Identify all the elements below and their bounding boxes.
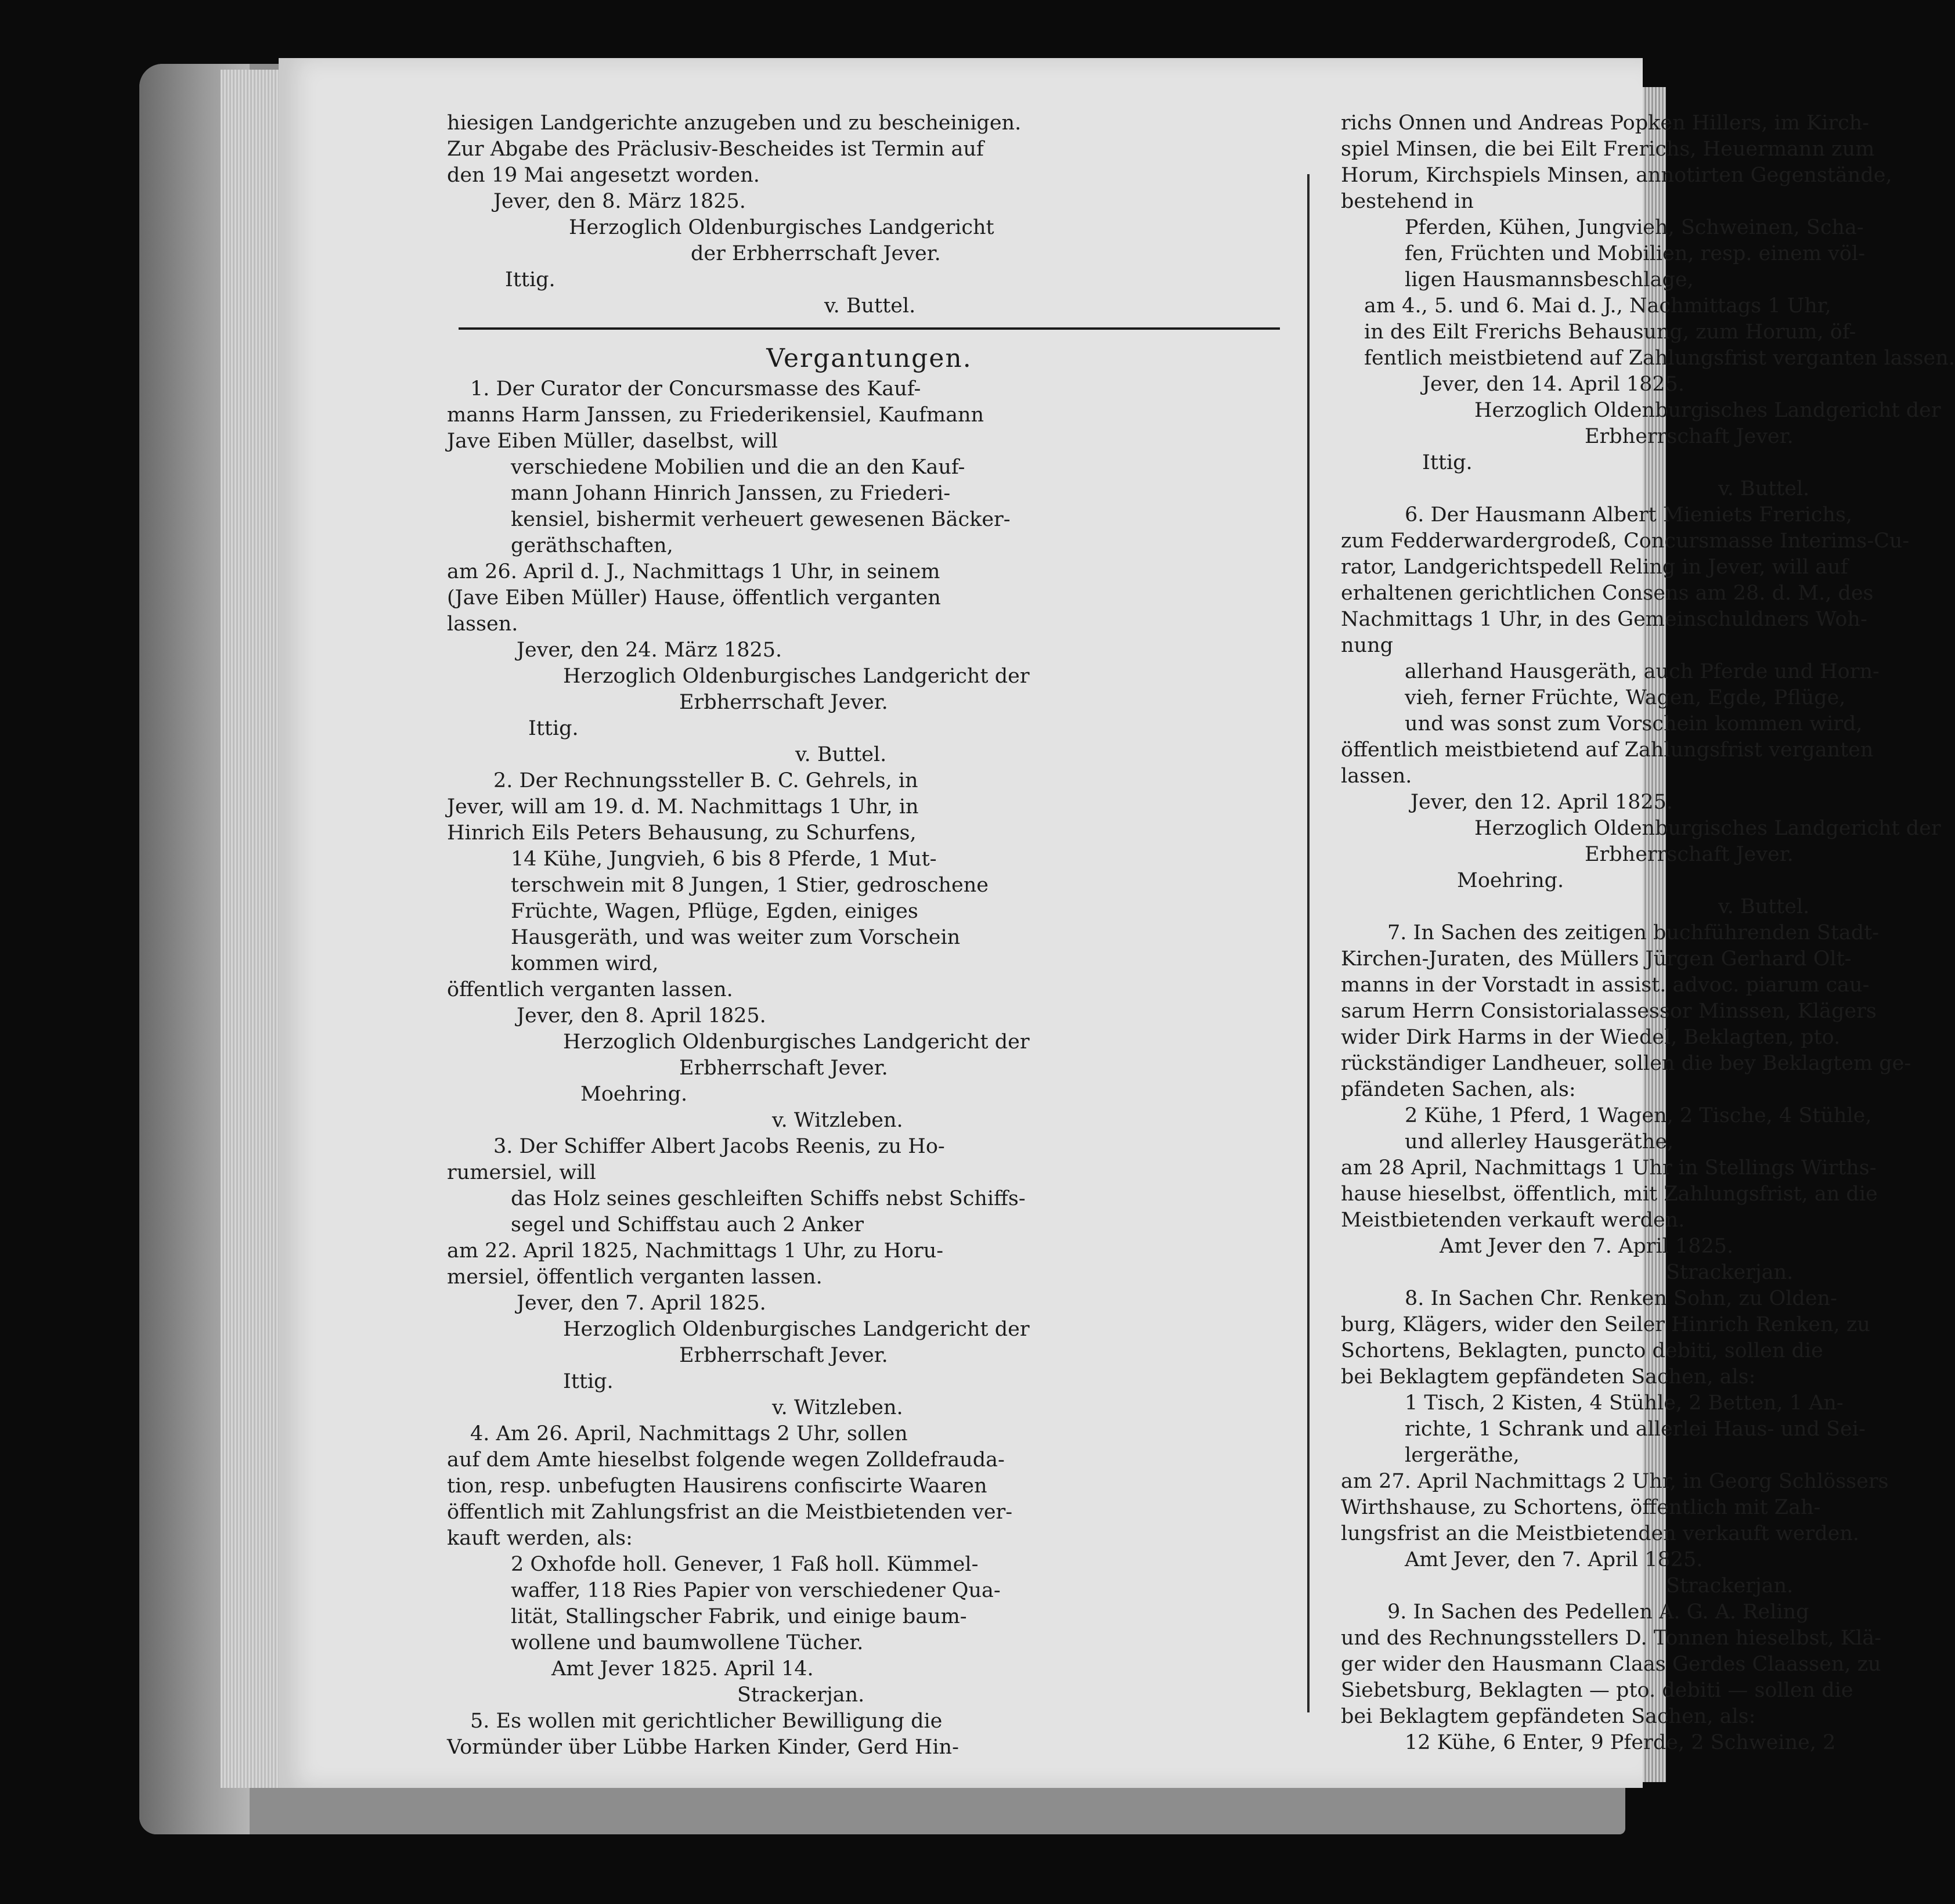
text-line: Wirthshause, zu Schortens, öffentlich mit Zah-	[1341, 1496, 1821, 1519]
text-line: Kirchen-Juraten, des Müllers Jürgen Gerhard Olt-	[1341, 947, 1852, 971]
text-line: 1 Tisch, 2 Kisten, 4 Stühle, 2 Betten, 1 An-	[1405, 1391, 1844, 1415]
text-line: am 28 April, Nachmittags 1 Uhr in Stellings Wirths-	[1341, 1156, 1877, 1180]
text-line: Amt Jever den 7. April 1825.	[1440, 1235, 1734, 1258]
text-line: bei Beklagtem gepfändeten Sachen, als:	[1341, 1705, 1756, 1728]
text-line: vieh, ferner Früchte, Wagen, Egde, Pflüge,	[1405, 686, 1846, 709]
text-line: hause hieselbst, öffentlich, mit Zahlungsfrist, an die	[1341, 1182, 1878, 1206]
text-line: Hausgeräth, und was weiter zum Vorschein	[511, 926, 961, 949]
text-line: Hinrich Eils Peters Behausung, zu Schurfens,	[447, 821, 917, 845]
text-line: Erbherrschaft Jever.	[679, 1056, 888, 1080]
text-line: Strackerjan.	[737, 1683, 865, 1707]
text-line: 9. In Sachen des Pedellen A. G. A. Reling	[1387, 1600, 1809, 1624]
column-divider	[1307, 174, 1310, 1712]
text-line: lassen.	[1341, 765, 1412, 788]
text-line: 5. Es wollen mit gerichtlicher Bewilligung die	[470, 1710, 943, 1733]
text-line: 2. Der Rechnungssteller B. C. Gehrels, in	[493, 769, 918, 792]
text-line: 8. In Sachen Chr. Renken Sohn, zu Olden-	[1405, 1287, 1837, 1310]
text-line: Jever, den 8. April 1825.	[517, 1004, 766, 1027]
text-line: in des Eilt Frerichs Behausung, zum Horum, öf-	[1364, 320, 1856, 344]
text-line: am 27. April Nachmittags 2 Uhr, in Georg Schlössers	[1341, 1470, 1889, 1493]
text-line: Herzoglich Oldenburgisches Landgericht der	[563, 1318, 1030, 1341]
text-line: der Erbherrschaft Jever.	[691, 242, 941, 265]
text-line: v. Witzleben.	[772, 1396, 903, 1419]
text-line: mann Johann Hinrich Janssen, zu Friederi-	[511, 482, 951, 505]
text-line: erhaltenen gerichtlichen Consens am 28. d. M., des	[1341, 582, 1874, 605]
text-line: 7. In Sachen des zeitigen buchführenden Stadt-	[1387, 921, 1880, 944]
text-line: und was sonst zum Vorschein kommen wird,	[1405, 712, 1863, 735]
text-line: öffentlich mit Zahlungsfrist an die Meistbietenden ver-	[447, 1501, 1013, 1524]
text-line: das Holz seines geschleiften Schiffs nebst Schiffs-	[511, 1187, 1026, 1210]
text-line: Ittig.	[1422, 451, 1473, 474]
text-line: 3. Der Schiffer Albert Jacobs Reenis, zu Ho-	[493, 1135, 945, 1158]
text-line: Ittig.	[563, 1370, 614, 1393]
text-line: rator, Landgerichtspedell Reling in Jever, will auf	[1341, 556, 1848, 579]
text-line: rückständiger Landheuer, sollen die bey Beklagtem ge-	[1341, 1052, 1911, 1075]
text-line: rumersiel, will	[447, 1161, 596, 1184]
text-line: allerhand Hausgeräth, auch Pferde und Horn-	[1405, 660, 1880, 683]
text-line: Amt Jever, den 7. April 1825.	[1405, 1548, 1703, 1571]
text-line: kommen wird,	[511, 952, 659, 975]
text-line: Meistbietenden verkauft werden.	[1341, 1209, 1685, 1232]
text-line: Jever, den 7. April 1825.	[517, 1292, 766, 1315]
text-line: Ittig.	[505, 268, 556, 291]
text-line: Jever, will am 19. d. M. Nachmittags 1 Uhr, in	[447, 795, 919, 818]
text-line: kensiel, bishermit verheuert gewesenen Bäcker-	[511, 508, 1011, 531]
text-line: ligen Hausmannsbeschlage,	[1405, 268, 1694, 291]
page-edges-left	[221, 70, 284, 1788]
text-line: Ittig.	[528, 717, 579, 740]
text-line: Erbherrschaft Jever.	[679, 691, 888, 714]
text-line: öffentlich verganten lassen.	[447, 978, 733, 1001]
text-line: den 19 Mai angesetzt worden.	[447, 164, 760, 187]
text-line: tion, resp. unbefugten Hausirens confiscirte Waaren	[447, 1474, 987, 1498]
text-line: Jever, den 14. April 1825.	[1422, 373, 1685, 396]
text-line: richte, 1 Schrank und allerlei Haus- und Sei-	[1405, 1418, 1866, 1441]
text-line: am 4., 5. und 6. Mai d. J., Nachmittags 1 Uhr,	[1364, 294, 1831, 318]
text-line: v. Buttel.	[824, 294, 916, 318]
text-line: manns in der Vorstadt in assist. advoc. piarum cau-	[1341, 973, 1870, 997]
text-line: Strackerjan.	[1666, 1574, 1794, 1598]
text-line: Horum, Kirchspiels Minsen, annotirten Gegenstände,	[1341, 164, 1892, 187]
text-line: am 22. April 1825, Nachmittags 1 Uhr, zu Horu-	[447, 1239, 944, 1263]
text-line: Herzoglich Oldenburgisches Landgericht der	[563, 665, 1030, 688]
text-line: 12 Kühe, 6 Enter, 9 Pferde, 2 Schweine, 2	[1405, 1731, 1836, 1754]
text-line: 6. Der Hausmann Albert Mieniets Frerichs,	[1405, 503, 1853, 527]
text-line: mersiel, öffentlich verganten lassen.	[447, 1265, 823, 1289]
text-line: Früchte, Wagen, Pflüge, Egden, einiges	[511, 900, 918, 923]
text-line: lergeräthe,	[1405, 1444, 1520, 1467]
text-line: v. Buttel.	[1718, 477, 1810, 500]
text-line: zum Fedderwardergrodeß, Concursmasse Interims-Cu-	[1341, 529, 1910, 553]
text-line: terschwein mit 8 Jungen, 1 Stier, gedroschene	[511, 874, 989, 897]
text-line: Erbherrschaft Jever.	[679, 1344, 888, 1367]
text-line: Zur Abgabe des Präclusiv-Bescheides ist Termin auf	[447, 138, 984, 161]
text-line: spiel Minsen, die bei Eilt Frerichs, Heuermann zum	[1341, 138, 1875, 161]
document-page	[279, 58, 1955, 1788]
text-line: waffer, 118 Ries Papier von verschiedener Qua-	[511, 1579, 1001, 1602]
text-line: 2 Kühe, 1 Pferd, 1 Wagen, 2 Tische, 4 Stühle,	[1405, 1104, 1872, 1127]
text-line: 2 Oxhofde holl. Genever, 1 Faß holl. Kümmel-	[511, 1553, 979, 1576]
text-line: Herzoglich Oldenburgisches Landgericht der	[1474, 399, 1941, 422]
text-line: Siebetsburg, Beklagten — pto. debiti — sollen die	[1341, 1679, 1853, 1702]
text-line: Jever, den 24. März 1825.	[517, 639, 782, 662]
text-line: Strackerjan.	[1666, 1261, 1794, 1284]
text-line: pfändeten Sachen, als:	[1341, 1078, 1576, 1101]
text-line: v. Buttel.	[795, 743, 887, 766]
text-line: wollene und baumwollene Tücher.	[511, 1631, 864, 1654]
text-line: Herzoglich Oldenburgisches Landgericht der	[1474, 817, 1941, 840]
text-line: hiesigen Landgerichte anzugeben und zu bescheinigen.	[447, 111, 1022, 135]
text-line: 4. Am 26. April, Nachmittags 2 Uhr, sollen	[470, 1422, 908, 1445]
text-line: richs Onnen und Andreas Popken Hillers, im Kirch-	[1341, 111, 1870, 135]
text-line: Schortens, Beklagten, puncto debiti, sollen die	[1341, 1339, 1823, 1362]
text-line: lität, Stallingscher Fabrik, und einige baum-	[511, 1605, 967, 1628]
section-separator	[459, 327, 1280, 330]
text-line: wider Dirk Harms in der Wiedel, Beklagten, pto.	[1341, 1026, 1841, 1049]
left-column	[447, 110, 1292, 1761]
text-line: 14 Kühe, Jungvieh, 6 bis 8 Pferde, 1 Mut-	[511, 848, 937, 871]
text-line: geräthschaften,	[511, 534, 673, 557]
text-line: 1. Der Curator der Concursmasse des Kauf-	[470, 377, 921, 401]
text-line: am 26. April d. J., Nachmittags 1 Uhr, in seinem	[447, 560, 940, 583]
text-line: Pferden, Kühen, Jungvieh, Schweinen, Scha-	[1405, 216, 1864, 239]
text-line: Herzoglich Oldenburgisches Landgericht	[569, 216, 994, 239]
right-column	[1341, 110, 1955, 1756]
text-line: Amt Jever 1825. April 14.	[551, 1657, 814, 1681]
text-line: v. Buttel.	[1718, 895, 1810, 918]
text-line: Jever, den 12. April 1825.	[1411, 791, 1673, 814]
text-line: und des Rechnungsstellers D. Tonnen hieselbst, Klä-	[1341, 1627, 1881, 1650]
text-line: Jever, den 8. März 1825.	[493, 190, 746, 213]
text-line: lassen.	[447, 612, 518, 636]
section-heading: Vergantungen.	[766, 344, 972, 373]
text-line: Nachmittags 1 Uhr, in des Gemeinschuldners Woh-	[1341, 608, 1867, 631]
text-line: auf dem Amte hieselbst folgende wegen Zolldefrauda-	[447, 1448, 1005, 1472]
text-line: fen, Früchten und Mobilien, resp. einem völ-	[1405, 242, 1866, 265]
text-line: kauft werden, als:	[447, 1527, 633, 1550]
text-line: Jave Eiben Müller, daselbst, will	[447, 430, 778, 453]
text-line: Erbherrschaft Jever.	[1585, 843, 1794, 866]
text-line: Moehring.	[1457, 869, 1564, 892]
text-line: sarum Herrn Consistorialassessor Minssen, Klägers	[1341, 1000, 1877, 1023]
text-line: v. Witzleben.	[772, 1109, 903, 1132]
text-line: burg, Klägers, wider den Seiler Hinrich Renken, zu	[1341, 1313, 1870, 1336]
text-line: bestehend in	[1341, 190, 1474, 213]
text-line: und allerley Hausgeräthe,	[1405, 1130, 1674, 1153]
text-line: öffentlich meistbietend auf Zahlungsfrist verganten	[1341, 738, 1874, 762]
text-line: manns Harm Janssen, zu Friederikensiel, Kaufmann	[447, 403, 984, 427]
text-line: ger wider den Hausmann Claas Gerdes Claassen, zu	[1341, 1653, 1881, 1676]
text-line: verschiedene Mobilien und die an den Kauf-	[511, 456, 965, 479]
text-line: lungsfrist an die Meistbietenden verkauft werden.	[1341, 1522, 1859, 1545]
text-line: nung	[1341, 634, 1394, 657]
text-line: segel und Schiffstau auch 2 Anker	[511, 1213, 864, 1236]
text-line: fentlich meistbietend auf Zahlungsfrist verganten lassen.	[1364, 347, 1955, 370]
text-line: Moehring.	[580, 1083, 688, 1106]
text-line: Herzoglich Oldenburgisches Landgericht der	[563, 1030, 1030, 1054]
text-line: Erbherrschaft Jever.	[1585, 425, 1794, 448]
text-line: (Jave Eiben Müller) Hause, öffentlich verganten	[447, 586, 941, 610]
text-line: Vormünder über Lübbe Harken Kinder, Gerd Hin-	[447, 1736, 959, 1759]
text-line: bei Beklagtem gepfändeten Sachen, als:	[1341, 1365, 1756, 1389]
